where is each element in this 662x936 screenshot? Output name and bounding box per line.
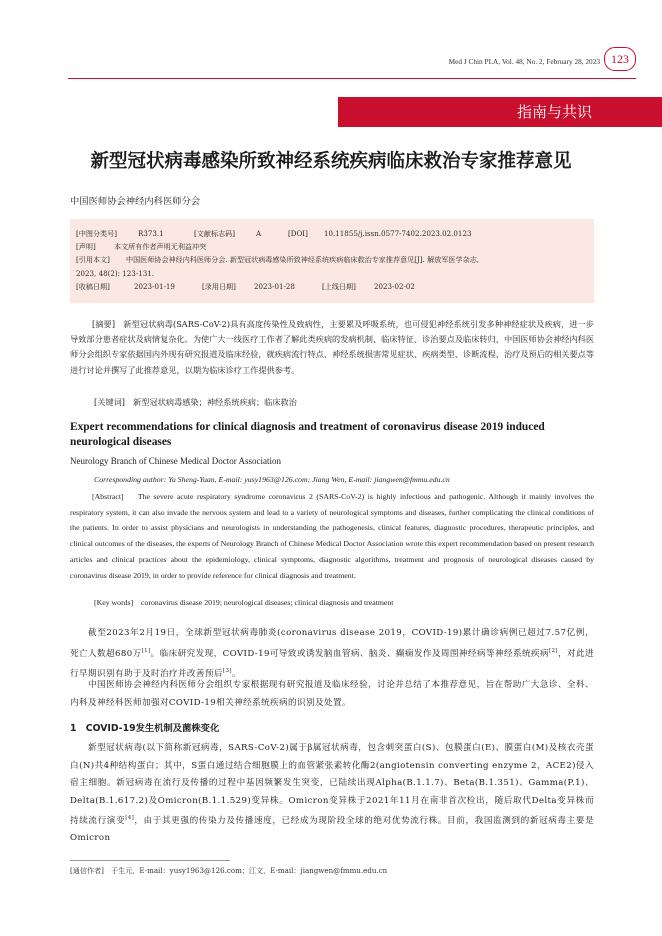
body-paragraph-1 [70, 625, 594, 683]
abstract-en-label: [Abstract] [92, 492, 124, 501]
statement-value: 本文所有作者声明无利益冲突 [114, 242, 207, 251]
footnote-divider [70, 860, 230, 861]
corresponding-author-en: Corresponding author: Yu Sheng-Yuan, E-mail: yusy1963@126.com; Jiang Wen, E-mail: jiangwen@fmmu.edu.cn [94, 475, 450, 484]
clc-value: R373.1 [138, 229, 164, 238]
abstract-cn-text: 新型冠状病毒(SARS-CoV-2)具有高度传染性及致病性，主要累及呼吸系统，也可侵犯神经系统引发多种神经症状及疾病，进一步导致部分患者症状及病情复杂化。为使广大一线医疗工作者了解此类疾病的发病机制、临床特征、诊治要点及临床转归，中国医师协会神经内科医师分会组织专家依据国内外现有研究报道及临床经验，就疾病流行特点、神经系统损害常见症状、疾病类型、诊断流程、治疗及预后的相关要点等进行讨论并撰写了此推荐意见，以期为临床诊疗工作提供参考。 [70, 319, 595, 375]
citation-ref-2[interactable]: [2] [548, 647, 558, 654]
body-paragraph-2: 中国医师协会神经内科医师分会组织专家根据现有研究报道及临床经验，讨论并总结了本推荐意见，旨在帮助广大急诊、全科、内科及神经科医师加强对COVID-19相关神经系统疾病的识别及处置。 [70, 680, 594, 708]
body-p1-part-d: 。 [231, 668, 241, 679]
cite-label: [引用本文] [76, 255, 110, 264]
accepted-value: 2023-01-28 [254, 282, 295, 291]
accepted-label: [录用日期] [202, 282, 236, 291]
cite-value: 中国医师协会神经内科医师分会. 新型冠状病毒感染所致神经系统疾病临床救治专家推荐意见[J]. 解放军医学杂志, [126, 255, 480, 264]
clc-label: [中图分类号] [76, 229, 118, 238]
journal-citation-line: Med J Chin PLA, Vol. 48, No. 2, February 28, 2023 [448, 57, 600, 66]
keywords-en-text: coronavirus disease 2019; neurological diseases; clinical diagnosis and treatment [141, 598, 394, 607]
abstract-cn [70, 317, 594, 378]
article-title-en: Expert recommendations for clinical diagnosis and treatment of coronavirus disease 2019 induced neurological diseases [70, 421, 545, 448]
doi-value: 10.11855/j.issn.0577-7402.2023.02.0123 [324, 229, 472, 238]
body-p3-part-b: ，由于其更强的传染力及传播速度，已经成为现阶段全球的绝对优势流行株。目前，我国监测到的新冠病毒主要是Omicron [70, 815, 594, 844]
body-p1-part-a: 截至2023年2月19日，全球新型冠状病毒肺炎(coronavirus disease 2019，COVID-19)累计确诊病例已超过7.57亿例，死亡人数超680万 [70, 628, 594, 659]
online-label: [上线日期] [322, 282, 356, 291]
author-en: Neurology Branch of Chinese Medical Doctor Association [70, 456, 281, 466]
citation-ref-1[interactable]: [1] [141, 647, 151, 654]
abstract-en [70, 489, 594, 583]
keywords-en-label: [Key words] [94, 598, 134, 607]
doi-label: [DOI] [288, 229, 308, 238]
statement-label: [声明] [76, 242, 96, 251]
page-number-badge: 123 [604, 47, 636, 71]
body-p1-part-b: 。临床研究发现，COVID-19可导致或诱发脑血管病、脑炎、癫痫发作及周围神经病等神经系统疾病 [150, 648, 549, 659]
doc-value: A [256, 229, 262, 238]
body-p1-part-c: ，对此进行早期识别有助于及时治疗并改善预后 [70, 648, 594, 679]
article-title-cn: 新型冠状病毒感染所致神经系统疾病临床救治专家推荐意见 [90, 151, 572, 172]
section-banner [338, 97, 662, 127]
received-label: [收稿日期] [76, 282, 110, 291]
received-value: 2023-01-19 [134, 282, 175, 291]
keywords-cn-label: [关键词] [94, 397, 125, 407]
footnote-label: [通信作者] [70, 866, 104, 875]
keywords-cn [94, 397, 297, 408]
keywords-en [94, 598, 393, 607]
body-paragraph-3 [70, 740, 594, 848]
doc-label: [文献标志码] [194, 229, 236, 238]
citation-ref-4[interactable]: [4] [125, 815, 135, 821]
corresponding-author-footnote [70, 866, 387, 876]
header-divider [68, 78, 636, 79]
online-value: 2023-02-02 [374, 282, 415, 291]
cite-value-cont: 2023, 48(2): 123-131. [76, 269, 155, 278]
citation-ref-3[interactable]: [3] [222, 667, 232, 674]
abstract-cn-label: [摘要] [92, 319, 116, 329]
authors-cn: 中国医师协会神经内科医师分会 [70, 196, 201, 207]
section-title: 指南与共识 [516, 103, 592, 121]
body-p3-part-a: 新型冠状病毒(以下简称新冠病毒，SARS-CoV-2)属于β属冠状病毒，包含刺突蛋白(S)、包膜蛋白(E)、膜蛋白(M)及核衣壳蛋白(N)共4种结构蛋白；其中，S蛋白通过结合细胞膜上的血管紧张素转化酶2(angiotensin converting enzyme 2，ACE2)侵入宿主细胞。新冠病毒在流行及传播的过程中基因频繁发生突变，已陆续出现Alpha(B.1.1.7)、Beta(B.1.351)、Gamma(P.1)、Delta(B.1.617.2)及Omicron(B.1.1.529)变异株。Omicron变异株于2021年11月在南非首次检出，随后取代Delta变异株而持续流行演变 [70, 743, 594, 826]
footnote-text: 于生元，E-mail：yusy1963@126.com；江文，E-mail：jiangwen@fmmu.edu.cn [111, 866, 388, 875]
section-heading-1: 1 COVID-19发生机制及菌株变化 [70, 723, 220, 734]
abstract-en-text: The severe acute respiratory syndrome coronavirus 2 (SARS-CoV-2) is highly infectious and pathogenic. Although it mainly involves the respiratory system, it can also invade the nervous system and lead to a variety of neurological symptoms and diseases, further complicating the clinical conditions of the patients. In order to assist physicians and neurologists in understanding the pathogenesis, clinical features, diagnostic procedures, therapeutic principles, and clinical outcomes of the diseases, the experts of Neurology Branch of Chinese Medical Doctor Association wrote this expert recommendation based on present research articles and clinical practices about the epidemiology, clinical symptoms, diagnostic algorithms, treatment and prognosis of neurological diseases caused by coronavirus disease 2019, in order to provide reference for clinical diagnosis and treatment. [70, 492, 595, 580]
article-info-box [70, 219, 594, 303]
keywords-cn-text: 新型冠状病毒感染；神经系统疾病；临床救治 [133, 397, 297, 407]
